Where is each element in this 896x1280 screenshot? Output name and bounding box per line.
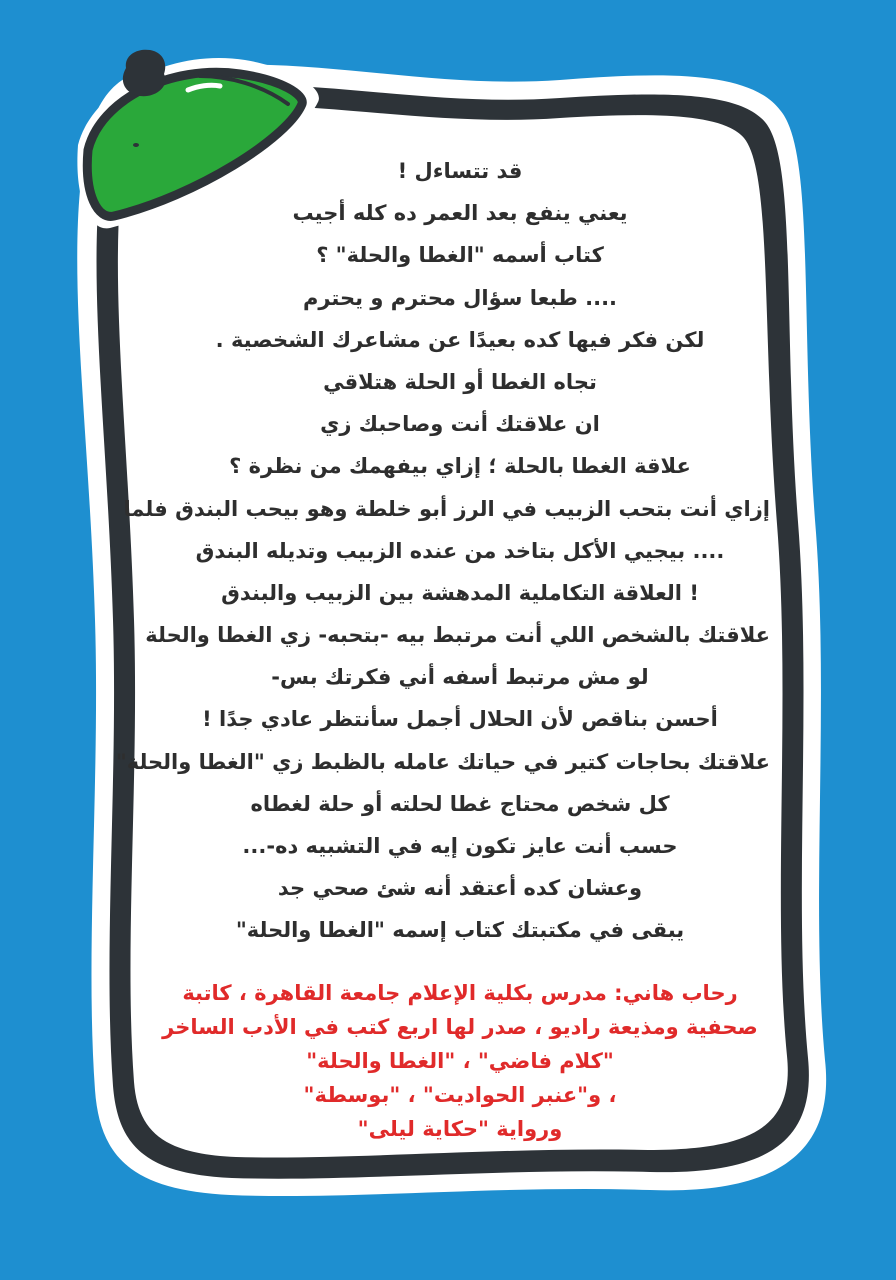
bio-line: ، و"عنبر الحواديت" ، "بوسطة" <box>303 1082 617 1107</box>
body-line: لو مش مرتبط أسفه أني فكرتك بس- <box>271 665 649 690</box>
bio-line: ورواية "حكاية ليلى" <box>357 1116 563 1141</box>
body-line: علاقة الغطا بالحلة ؛ إزاي بيفهمك من نظرة ؟ <box>229 454 691 479</box>
body-line: إزاي أنت بتحب الزبيب في الرز أبو خلطة وهو بيحب البندق فلما <box>123 496 770 521</box>
letter-body <box>115 150 770 952</box>
body-line: كتاب أسمه "الغطا والحلة" ؟ <box>316 243 604 268</box>
body-line: يبقى في مكتبتك كتاب إسمه "الغطا والحلة" <box>235 918 685 943</box>
body-line: علاقتك بحاجات كتير في حياتك عامله بالظبط زي "الغطا والحلة" <box>115 749 770 774</box>
body-line: وعشان كده أعتقد أنه شئ صحي جد <box>277 876 643 901</box>
body-line: علاقتك بالشخص اللي أنت مرتبط بيه -بتحبه- زي الغطا والحلة <box>145 623 770 648</box>
bio-line: "كلام فاضي" ، "الغطا والحلة" <box>306 1048 614 1073</box>
body-line: .... طبعا سؤال محترم و يحترم <box>302 285 618 310</box>
body-line: تجاه الغطا أو الحلة هتلاقي <box>323 369 597 394</box>
bio-line: رحاب هاني: مدرس بكلية الإعلام جامعة القاهرة ، كاتبة <box>182 980 738 1005</box>
body-line: لكن فكر فيها كده بعيدًا عن مشاعرك الشخصية . <box>215 327 705 352</box>
body-line: كل شخص محتاج غطا لحلته أو حلة لغطاه <box>250 791 670 816</box>
body-line: .... بيجيي الأكل بتاخد من عنده الزبيب وتديله البندق <box>195 538 725 563</box>
body-line: حسب أنت عايز تكون إيه في التشبيه ده-... <box>242 834 678 858</box>
body-line: ان علاقتك أنت وصاحبك زي <box>320 412 600 437</box>
bio-line: صحفية ومذيعة راديو ، صدر لها اربع كتب في الأدب الساخر <box>162 1014 758 1039</box>
body-line: يعني ينفع بعد العمر ده كله أجيب <box>292 201 628 226</box>
body-line: قد تتساءل ! <box>397 159 523 183</box>
body-line: أحسن بناقص لأن الحلال أجمل سأنتظر عادي جدًا ! <box>202 707 718 732</box>
author-bio <box>150 976 770 1146</box>
body-line: ! العلاقة التكاملية المدهشة بين الزبيب والبندق <box>221 580 699 605</box>
letter-content <box>115 150 770 1146</box>
